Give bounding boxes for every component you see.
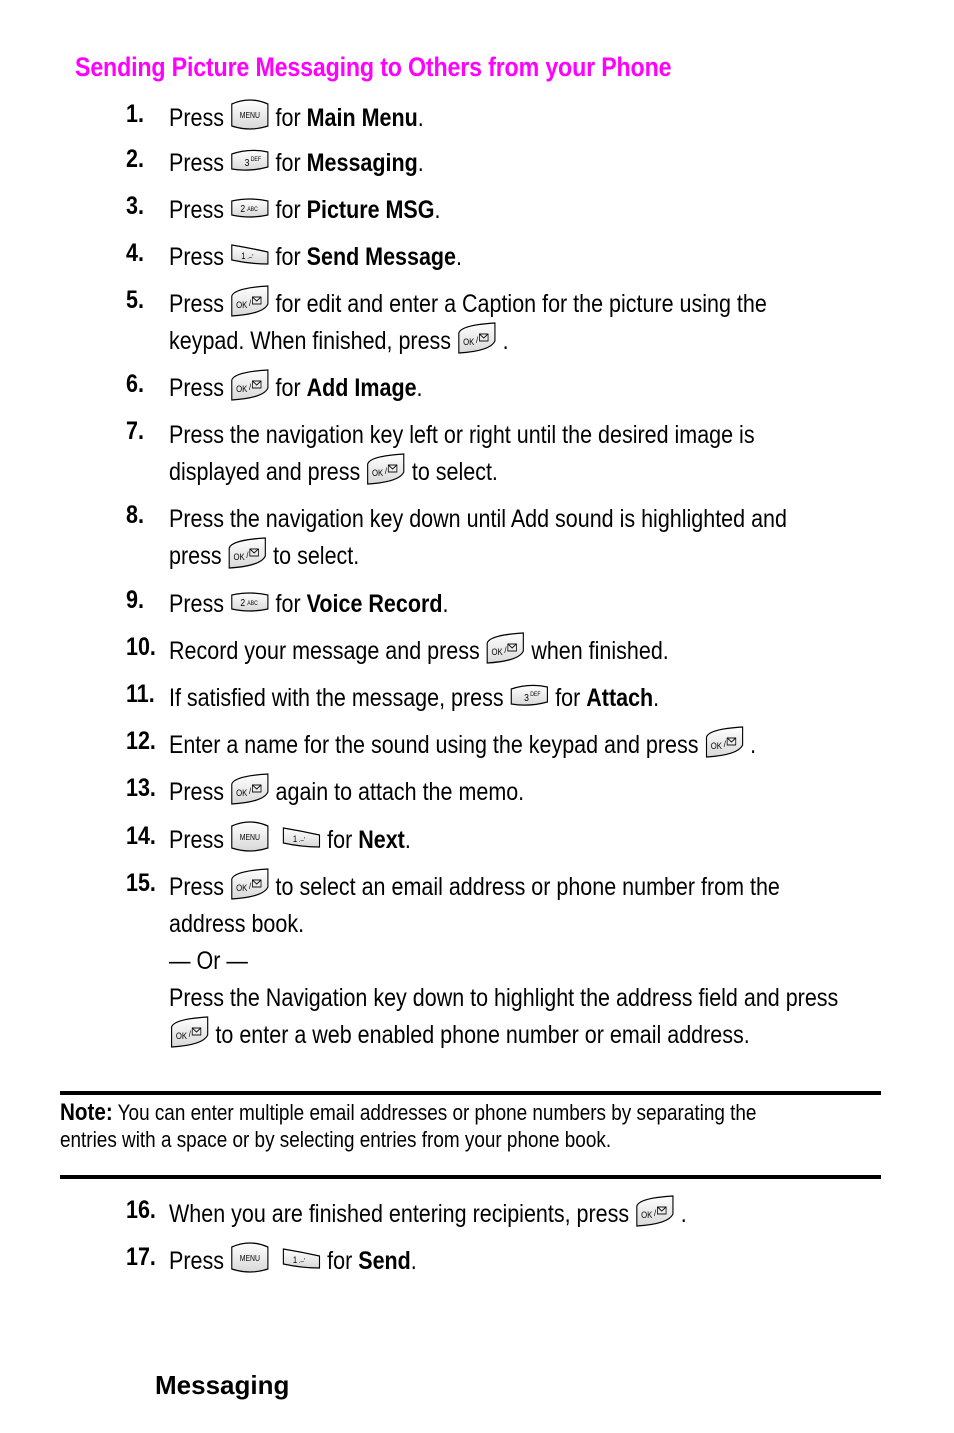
step-text: Press MENU 1 .–' for Send. <box>169 1243 417 1280</box>
step-text: Press 1 .–' for Send Message. <box>169 239 462 276</box>
svg-text:1: 1 <box>241 250 246 262</box>
menu-key-icon <box>229 1241 270 1275</box>
step-number: 3. <box>126 192 144 220</box>
step-number: 14. <box>126 822 156 850</box>
step-text: Press OK / for Add Image. <box>169 370 423 407</box>
step-text: Press OK / for edit and enter a Caption for the picture using the keypad. When finished, press OK / . <box>169 286 767 360</box>
step-number: 6. <box>126 370 144 398</box>
svg-text:3: 3 <box>244 157 250 169</box>
svg-text:/: / <box>248 381 252 393</box>
step-text: Press the navigation key down until Add sound is highlighted and press OK / to select. <box>169 505 787 570</box>
step-text: Enter a name for the sound using the keypad and press OK / . <box>169 727 756 764</box>
svg-text:2: 2 <box>240 203 246 215</box>
ok-key-icon <box>704 725 745 759</box>
svg-text:OK: OK <box>491 646 503 658</box>
ok-key-icon <box>365 452 406 486</box>
svg-text:.–': .–' <box>298 1258 305 1266</box>
step-text: Press the navigation key left or right until the desired image is displayed and press OK / to select. <box>169 421 755 486</box>
svg-text:OK: OK <box>235 383 248 395</box>
step-text: Press 2 ABC for Voice Record. <box>169 586 448 623</box>
svg-text:MENU: MENU <box>239 1253 260 1264</box>
ok-key-icon <box>227 536 268 570</box>
ok-key-icon <box>456 321 497 355</box>
step-text: Record your message and press OK / when finished. <box>169 633 669 670</box>
svg-text:OK: OK <box>710 740 722 752</box>
svg-text:/: / <box>475 334 479 346</box>
footer-section-name: Messaging <box>155 1370 290 1400</box>
svg-text:MENU: MENU <box>239 110 260 121</box>
svg-text:/: / <box>248 785 252 797</box>
step-text: If satisfied with the message, press 3 DEF for Attach. <box>169 680 659 717</box>
step-number: 9. <box>126 586 144 614</box>
svg-text:1: 1 <box>292 1254 298 1266</box>
step-number: 16. <box>126 1196 156 1224</box>
step-number: 5. <box>126 286 144 314</box>
step-text: Press 3 DEF for Messaging. <box>169 145 424 182</box>
svg-text:OK: OK <box>235 882 248 894</box>
svg-text:/: / <box>385 465 388 477</box>
ok-key-icon <box>485 631 526 665</box>
svg-text:.–': .–' <box>298 837 305 845</box>
svg-text:DEF: DEF <box>530 692 541 699</box>
note-box: Note: You can enter multiple email addresses or phone numbers by separating the entries with a space or by selecting entries from your phone book. <box>60 1099 757 1152</box>
key-3-icon <box>509 680 550 710</box>
svg-text:OK: OK <box>641 1209 653 1221</box>
menu-key-icon <box>229 98 270 132</box>
step-number: 15. <box>126 869 156 897</box>
key-1-icon <box>281 823 322 851</box>
note-bottom-rule <box>60 1175 881 1179</box>
ok-key-icon <box>229 772 270 806</box>
ok-key-icon <box>229 867 270 901</box>
svg-text:OK: OK <box>235 299 248 311</box>
key-1-icon <box>281 1244 322 1272</box>
svg-text:/: / <box>248 880 252 892</box>
ok-key-icon <box>634 1194 675 1228</box>
svg-text:OK: OK <box>463 336 475 348</box>
svg-text:OK: OK <box>235 787 248 799</box>
page-title: Sending Picture Messaging to Others from your Phone <box>75 52 672 82</box>
step-number: 4. <box>126 239 144 267</box>
svg-text:MENU: MENU <box>239 832 260 843</box>
step-text: Press MENU for Main Menu. <box>169 100 424 137</box>
svg-text:DEF: DEF <box>250 157 261 164</box>
step-number: 7. <box>126 417 144 445</box>
menu-key-icon <box>229 820 270 854</box>
svg-text:/: / <box>654 1207 657 1219</box>
step-number: 2. <box>126 145 144 173</box>
step-number: 13. <box>126 774 156 802</box>
svg-text:3: 3 <box>524 692 530 704</box>
step-text: Press OK / again to attach the memo. <box>169 774 524 811</box>
svg-text:/: / <box>504 644 507 656</box>
note-top-rule <box>60 1091 881 1095</box>
step-number: 1. <box>126 100 144 128</box>
step-number: 12. <box>126 727 156 755</box>
step-text: Press 2 ABC for Picture MSG. <box>169 192 440 229</box>
key-2-icon <box>229 193 270 221</box>
svg-text:ABC: ABC <box>247 601 258 608</box>
svg-text:2: 2 <box>240 597 246 609</box>
ok-key-icon <box>229 284 270 318</box>
step-number: 17. <box>126 1243 156 1271</box>
key-2-icon <box>229 587 270 615</box>
key-1-icon <box>229 240 270 268</box>
step-number: 10. <box>126 633 156 661</box>
svg-text:/: / <box>246 549 249 561</box>
svg-text:OK: OK <box>175 1030 188 1042</box>
svg-text:ABC: ABC <box>247 207 258 214</box>
svg-text:1: 1 <box>292 833 298 845</box>
svg-text:/: / <box>248 297 252 309</box>
step-number: 11. <box>126 680 155 708</box>
svg-text:/: / <box>188 1028 191 1040</box>
svg-text:/: / <box>723 738 726 750</box>
step-number: 8. <box>126 501 144 529</box>
step-text: Press OK / to select an email address or phone number from the address book. — Or — Press the Navigation key down to highlight the address field and press OK / to enter a web enabled phone number or email address. <box>169 869 838 1054</box>
ok-key-icon <box>229 368 270 402</box>
svg-text:.–': .–' <box>247 254 254 262</box>
ok-key-icon <box>169 1015 210 1049</box>
svg-text:OK: OK <box>372 467 384 479</box>
note-label: Note: <box>60 1099 113 1126</box>
key-3-icon <box>229 145 270 175</box>
svg-text:OK: OK <box>233 551 245 563</box>
step-text: Press MENU 1 .–' for Next. <box>169 822 411 859</box>
step-text: When you are finished entering recipients, press OK / . <box>169 1196 687 1233</box>
